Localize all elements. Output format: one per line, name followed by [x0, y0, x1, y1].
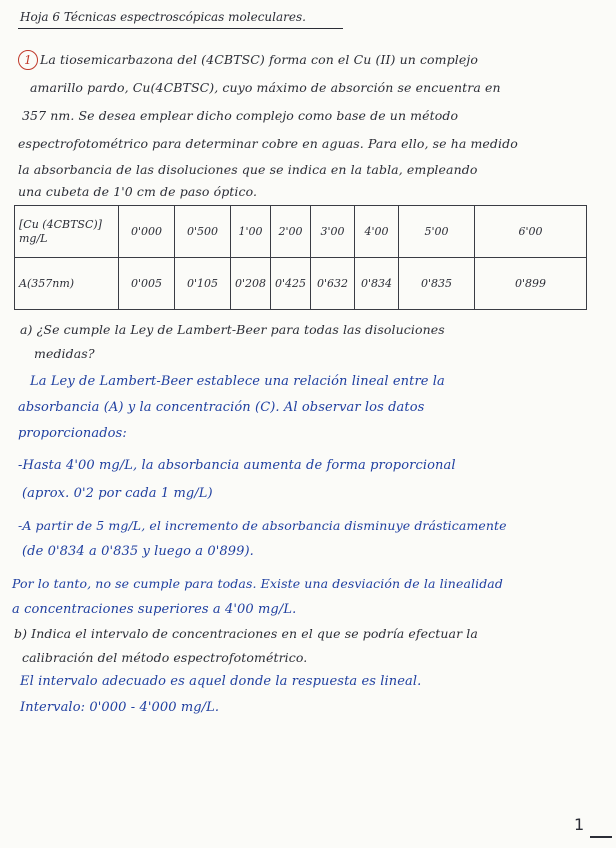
table-cell: 0'632 [311, 258, 355, 310]
table-cell: 5'00 [399, 206, 475, 258]
concentration-header-unit: mg/L [19, 231, 48, 245]
answer-a-line: absorbancia (A) y la concentración (C). Al observar los datos [18, 400, 425, 415]
page-number: 1 [574, 815, 585, 834]
answer-a-line: a concentraciones superiores a 4'00 mg/L. [12, 602, 297, 617]
table-cell: 0'000 [119, 206, 175, 258]
question-b-line: b) Indica el intervalo de concentraciones en el que se podría efectuar la [14, 626, 478, 641]
table-cell: 0'005 [119, 258, 175, 310]
intro-line: una cubeta de 1'0 cm de paso óptico. [18, 184, 258, 199]
table-cell: 6'00 [475, 206, 587, 258]
intro-line: 357 nm. Se desea emplear dicho complejo como base de un método [22, 108, 459, 123]
question-b-line: calibración del método espectrofotométrico. [22, 650, 308, 665]
page-number-underline [590, 836, 612, 838]
table-cell: 2'00 [271, 206, 311, 258]
question-a-line: a) ¿Se cumple la Ley de Lambert-Beer para todas las disoluciones [20, 322, 445, 337]
table-cell: 0'425 [271, 258, 311, 310]
answer-a-line: (de 0'834 a 0'835 y luego a 0'899). [22, 544, 254, 559]
intro-line: espectrofotométrico para determinar cobre en aguas. Para ello, se ha medido [18, 136, 518, 151]
table-cell: 3'00 [311, 206, 355, 258]
concentration-header [15, 206, 119, 258]
answer-a-line: Por lo tanto, no se cumple para todas. Existe una desviación de la linealidad [12, 576, 503, 591]
table-cell: 0'834 [355, 258, 399, 310]
intro-line: la absorbancia de las disoluciones que se indica en la tabla, empleando [18, 162, 478, 177]
table-cell: 4'00 [355, 206, 399, 258]
answer-a-line: La Ley de Lambert-Beer establece una relación lineal entre la [30, 374, 445, 389]
concentration-header-species: [Cu (4CBTSC)] [19, 217, 102, 231]
table-cell: 0'105 [175, 258, 231, 310]
answer-a-line: -A partir de 5 mg/L, el incremento de absorbancia disminuye drásticamente [18, 518, 507, 533]
problem-number: 1 [18, 50, 38, 70]
answer-a-line: (aprox. 0'2 por cada 1 mg/L) [22, 486, 213, 501]
title-underline [18, 28, 343, 29]
table-cell: 0'208 [231, 258, 271, 310]
answer-a-line: proporcionados: [18, 426, 127, 441]
absorbance-header: A(357nm) [15, 258, 119, 310]
table-row-concentration [15, 206, 587, 258]
table-cell: 0'500 [175, 206, 231, 258]
answer-a-line: -Hasta 4'00 mg/L, la absorbancia aumenta de forma proporcional [18, 458, 456, 473]
intro-line: La tiosemicarbazona del (4CBTSC) forma con el Cu (II) un complejo [40, 52, 478, 67]
answer-b-line: El intervalo adecuado es aquel donde la respuesta es lineal. [20, 674, 422, 689]
answer-b-line: Intervalo: 0'000 - 4'000 mg/L. [20, 700, 220, 715]
data-table [14, 205, 587, 310]
table-cell: 0'899 [475, 258, 587, 310]
table-cell: 1'00 [231, 206, 271, 258]
table-row-absorbance [15, 258, 587, 310]
question-a-line: medidas? [34, 346, 95, 361]
intro-line: amarillo pardo, Cu(4CBTSC), cuyo máximo de absorción se encuentra en [30, 80, 501, 95]
page-title: Hoja 6 Técnicas espectroscópicas moleculares. [20, 10, 306, 24]
table-cell: 0'835 [399, 258, 475, 310]
